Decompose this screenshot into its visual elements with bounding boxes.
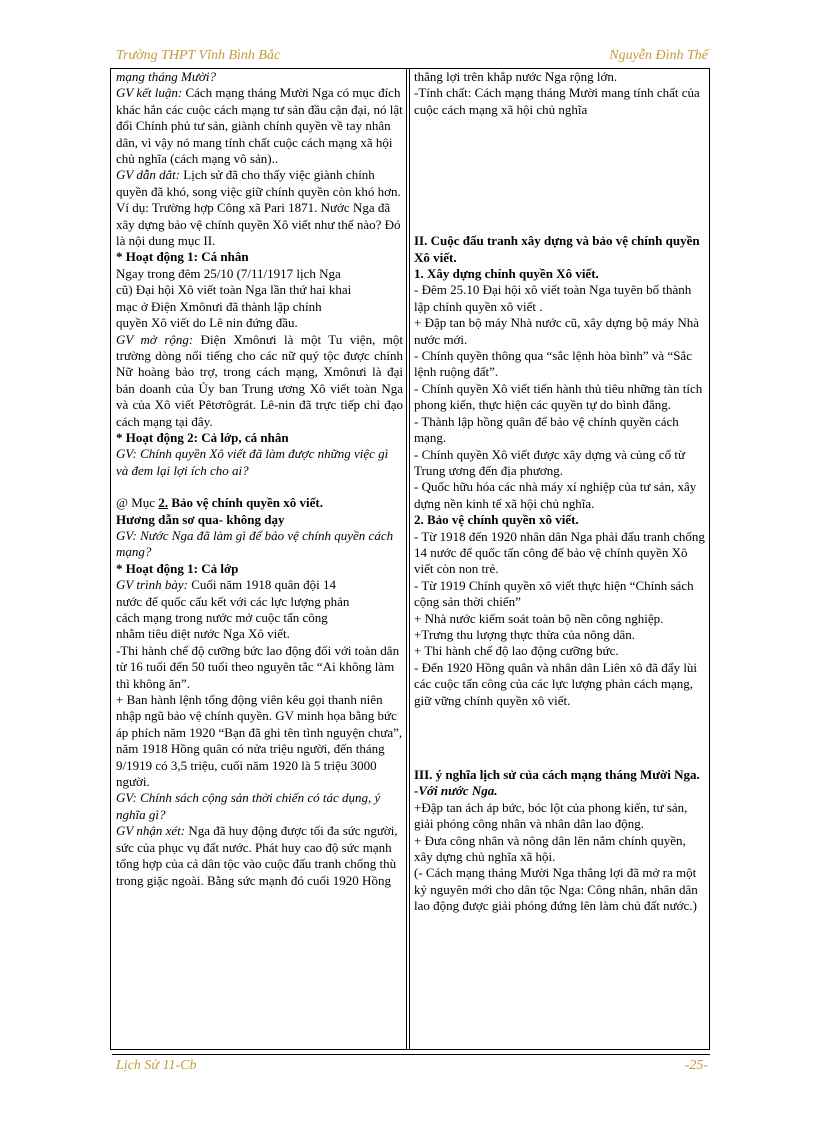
gv-remark: [116, 823, 403, 889]
gv-label: GV trình bày:: [116, 577, 188, 593]
gv-lead-in: [116, 167, 403, 249]
paragraph-text: - Chính quyền Xô viết tiến hành thủ tiêu những tàn tích phong kiến, thực hiện các quyền tự do bình đẳng.: [414, 380, 703, 413]
subsection-heading: -Với nước Nga.: [414, 783, 498, 799]
paragraph-text: -Tính chất: Cách mạng tháng Mười mang tính chất của cuộc cách mạng xã hội chủ nghĩa: [414, 85, 700, 117]
text-line: mạng tháng Mười?: [116, 69, 216, 84]
teacher-activities-column: [116, 69, 403, 889]
paragraph-text: (- Cách mạng tháng Mười Nga thắng lợi đã mở ra một kỷ nguyên mới cho dân tộc Nga: Công nhân, nhân dân lao động được giải phóng đứng lên làm chủ đất nước.): [414, 865, 698, 914]
paragraph-text: - Quốc hữu hóa các nhà máy xí nghiệp của tư sản, xây dựng nền kinh tế xã hội chủ nghĩa.: [414, 479, 697, 511]
paragraph-text: - Đến 1920 Hồng quân và nhân dân Liên xô đã đẩy lùi các cuộc tấn công của các lực lượng phản cách mạng, giữ vững chính quyền xô viết.: [414, 659, 698, 708]
subsection-heading: 1. Xây dựng chính quyền Xô viết.: [414, 266, 599, 282]
paragraph-text: + Nhà nước kiểm soát toàn bộ nền công nghiệp.: [414, 610, 664, 626]
gv-question: GV: Chính quyền Xô viết đã làm được những việc gì và đem lại lợi ích cho ai?: [116, 446, 389, 478]
page-header: [112, 48, 710, 69]
section-heading: II. Cuộc đấu tranh xây dựng và bảo vệ chính quyền Xô viết.: [414, 233, 700, 265]
paragraph-text: Ngay trong đêm 25/10 (7/11/1917 lịch Nga cũ) Đại hội Xô viết toàn Nga lần thứ hai khai mạc ở Điện Xmônưi đã thành lập chính quyền Xô viết do Lê nin đứng đầu.: [116, 265, 352, 331]
paragraph-text: Lịch sử đã cho thấy việc giành chính quyền đã khó, song việc giữ chính quyền còn khó hơn. Ví dụ: Trường hợp Công xã Pari 1871. Nước Nga đã xây dựng bảo vệ chính quyền Xô viết như thế nào? Đó là nội dung mục II.: [116, 167, 401, 249]
paragraph-text: - Đêm 25.10 Đại hội xô viết toàn Nga tuyên bố thành lập chính quyền xô viết .: [414, 282, 692, 314]
paragraph-text: Cuối năm 1918 quân đội 14 nước đế quốc cấu kết với các lực lượng phản cách mạng trong nước mở cuộc tấn công nhằm tiêu diệt nước Nga Xô viết.: [116, 577, 350, 642]
content-column: [414, 69, 706, 915]
gv-question: GV: Chính sách cộng sản thời chiến có tác dụng, ý nghĩa gì?: [116, 790, 381, 822]
subsection-heading: 2. Bảo vệ chính quyền xô viết.: [414, 512, 579, 528]
paragraph-text: Cách mạng tháng Mười Nga có mục đích khác hẳn các cuộc cách mạng tư sản đầu cận đại, nó lật đổi Chính phủ tư sản, giành chính quyền về tay nhân dân, vì vậy nó mang tính chất cuộc cách mạng xã hội chủ nghĩa (cách mạng vô sản)..: [116, 85, 403, 167]
gv-conclusion: [116, 85, 403, 167]
activity-heading: * Hoạt động 2: Cả lớp, cá nhân: [116, 429, 289, 445]
paragraph-text: + Ban hành lệnh tổng động viên kêu gọi thanh niên nhập ngũ bảo vệ chính quyền. GV minh họa bằng bức áp phích năm 1920 “Bạn đã ghi tên tình nguyện chưa”, năm 1918 Hồng quân có nửa triệu người, đến tháng 9/1919 có 3,5 triệu, cuối năm 1920 là 5 triệu 3000 người.: [116, 692, 403, 790]
activity-heading: * Hoạt động 1: Cá nhân: [116, 249, 249, 265]
subject-label: Lịch Sử 11-Cb: [116, 1058, 197, 1073]
author-name: Nguyễn Đình Thế: [609, 48, 708, 63]
lesson-table: [110, 68, 710, 1050]
paragraph-text: - Chính quyền Xô viết được xây dựng và củng cố từ Trung ương đến địa phương.: [414, 446, 685, 478]
paragraph-text: - Từ 1919 Chính quyền xô viết thực hiện “Chính sách cộng sản thời chiến”: [414, 577, 694, 610]
page-number: -25-: [684, 1058, 708, 1073]
note-prefix: @ Mục: [116, 495, 159, 511]
paragraph-text: - Chính quyền thông qua “sắc lệnh hòa bình” và “Sắc lệnh ruộng đất”.: [414, 348, 692, 380]
paragraph-text: - Thành lập hồng quân để bảo vệ chính quyền cách mạng.: [414, 413, 679, 446]
paragraph-text: +Trưng thu lượng thực thừa của nông dân.: [414, 626, 635, 642]
gv-label: GV kết luận:: [116, 85, 183, 101]
text-line: thắng lợi trên khắp nước Nga rộng lớn.: [414, 69, 618, 84]
paragraph-text: +Đập tan ách áp bức, bóc lột của phong kiến, tư sản, giải phóng công nhân và nhân dân lao động.: [414, 799, 688, 832]
gv-label: GV dẫn dắt:: [116, 167, 181, 183]
paragraph-text: -Thi hành chế độ cưỡng bức lao động đối với toàn dân từ 16 tuổi đến 50 tuổi theo nguyên tắc “Ai không làm thì không ăn”.: [116, 642, 400, 691]
paragraph-text: Nga đã huy động được tối đa sức người, sức của phục vụ đất nước. Phát huy cao độ sức mạnh tổng hợp của cả dân tộc vào cuộc đấu tranh chống thù trong giặc ngoài. Bằng sức mạnh đó cuối 1920 Hồng: [116, 823, 398, 888]
section-number: 2.: [158, 495, 169, 511]
paragraph-text: Điện Xmônưi là một Tu viện, một trường dòng nổi tiếng cho các nữ quý tộc được chính Nữ hoàng bảo trợ, trong cách mạng, Xmônưi là đại bản doanh của Ủy ban Trung ương Xô viết toàn Nga và của Xô viết Pêtơrôgrát. Lê-nin đã trực tiếp chỉ đạo cách mạng tại đây.: [116, 331, 404, 429]
section-heading: III. ý nghĩa lịch sử của cách mạng tháng Mười Nga.: [414, 767, 700, 782]
page-footer: [112, 1054, 710, 1075]
gv-label: GV nhận xét:: [116, 823, 186, 839]
activity-heading: * Hoạt động 1: Cả lớp: [116, 560, 239, 576]
school-name: Trường THPT Vĩnh Bình Bắc: [116, 48, 281, 63]
paragraph-text: + Đập tan bộ máy Nhà nước cũ, xây dựng bộ máy Nhà nước mới.: [414, 315, 699, 347]
gv-presentation: [116, 577, 356, 643]
paragraph-text: + Thi hành chế độ lao động cưỡng bức.: [414, 643, 619, 659]
section-note: Hương dẫn sơ qua- không dạy: [116, 511, 285, 527]
section-note: [116, 495, 403, 511]
paragraph-text: - Từ 1918 đến 1920 nhân dân Nga phải đấu tranh chống 14 nước đế quốc tấn công để bảo vệ chính quyền Xô viết còn non trẻ.: [414, 528, 705, 577]
paragraph-text: + Đưa công nhân và nông dân lên nắm chính quyền, xây dựng chủ nghĩa xã hội.: [414, 832, 686, 865]
gv-expansion: [116, 332, 403, 430]
section-title: Bảo vệ chính quyền xô viết.: [168, 495, 323, 511]
gv-label: GV mở rộng:: [116, 331, 194, 347]
gv-question: GV: Nước Nga đã làm gì để bảo vệ chính quyền cách mạng?: [116, 527, 394, 560]
column-divider: [406, 69, 410, 1049]
